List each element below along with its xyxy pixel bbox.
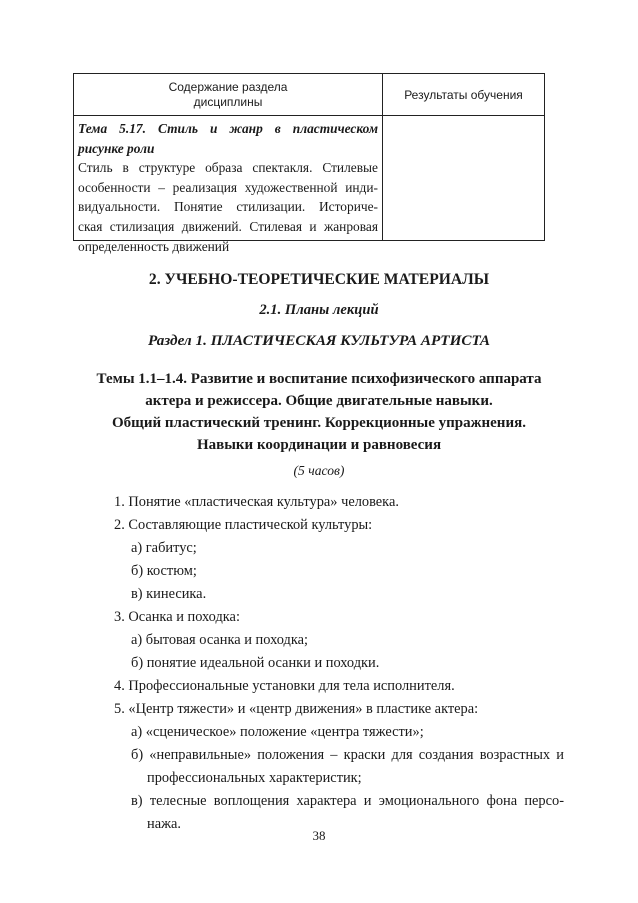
topic-body-line: видуальности. Понятие стилизации. Историче- <box>78 199 378 215</box>
subsection-title: 2.1. Планы лекций <box>259 302 379 318</box>
section-title: 2. УЧЕБНО-ТЕОРЕТИЧЕСКИЕ МАТЕРИАЛЫ <box>148 271 490 288</box>
table-header-divider <box>74 115 544 116</box>
list-subitem: а) «сценическое» положение «центра тяжести»; <box>131 724 424 740</box>
topic-body-line: Стиль в структуре образа спектакля. Стилевые <box>78 160 378 176</box>
list-item: 5. «Центр тяжести» и «центр движения» в пластике актера: <box>114 701 479 717</box>
list-item: 1. Понятие «пластическая культура» человека. <box>114 494 399 510</box>
topic-body-line: особенности – реализация художественной инди- <box>78 179 378 195</box>
list-subitem: а) габитус; <box>131 540 197 556</box>
topic-heading-line: актера и режиссера. Общие двигательные навыки. <box>145 393 493 409</box>
part-title: Раздел 1. ПЛАСТИЧЕСКАЯ КУЛЬТУРА АРТИСТА <box>148 332 490 349</box>
list-subitem: б) костюм; <box>131 563 197 579</box>
list-item: 3. Осанка и походка: <box>114 609 240 625</box>
list-subitem: б) «неправильные» положения – краски для создания возрастных и <box>131 747 564 763</box>
table-header-results: Результаты обучения <box>404 88 523 102</box>
topic-body-line: определенность движений <box>78 238 230 254</box>
topic-title-line2: рисунке роли <box>78 140 155 156</box>
topic-title-line1: Тема 5.17. Стиль и жанр в пластическом <box>78 121 378 136</box>
list-subitem-continuation: профессиональных характеристик; <box>147 770 362 786</box>
page-number: 38 <box>312 828 326 843</box>
list-subitem: в) кинесика. <box>131 586 207 602</box>
content-table <box>73 73 545 254</box>
list-subitem-continuation: нажа. <box>147 816 182 832</box>
topic-body-line: ская стилизация движений. Стилевая и жанровая <box>78 218 378 234</box>
list-subitem: б) понятие идеальной осанки и походки. <box>131 655 380 671</box>
table-header-content <box>74 80 382 110</box>
list-item: 4. Профессиональные установки для тела исполнителя. <box>114 678 455 694</box>
hours-note: (5 часов) <box>293 463 345 478</box>
list-item: 2. Составляющие пластической культуры: <box>114 517 373 533</box>
topic-heading-line: Общий пластический тренинг. Коррекционные упражнения. <box>112 415 526 431</box>
table-header-content-line2: дисциплины <box>193 95 263 109</box>
list-subitem: в) телесные воплощения характера и эмоционального фона персо- <box>131 793 564 809</box>
topic-heading-line: Навыки координации и равновесия <box>196 437 442 453</box>
topic-heading-line: Темы 1.1–1.4. Развитие и воспитание психофизического аппарата <box>96 371 542 387</box>
table-cell-content <box>78 119 378 256</box>
list-subitem: а) бытовая осанка и походка; <box>131 632 308 648</box>
table-header-content-line1: Содержание раздела <box>168 80 288 94</box>
